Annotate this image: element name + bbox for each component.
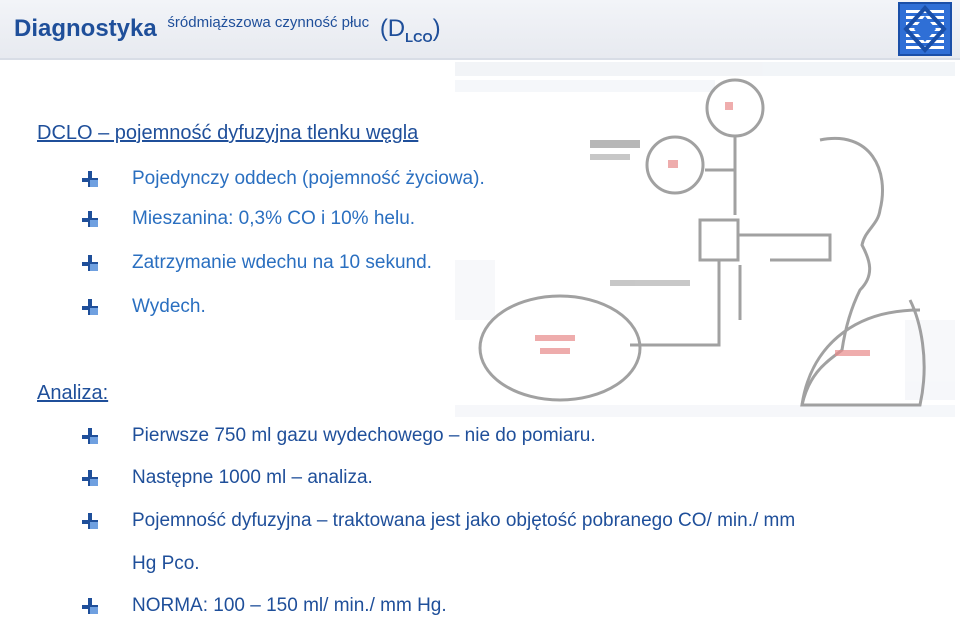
bullet-text: Pierwsze 750 ml gazu wydechowego – nie do pomiaru. [132, 425, 596, 446]
bullet-icon [82, 513, 98, 529]
bullet-text: Następne 1000 ml – analiza. [132, 467, 373, 488]
title-main: Diagnostyka [14, 15, 157, 42]
bullet-icon [82, 299, 98, 315]
slide-title [14, 14, 441, 45]
bullet-icon [82, 211, 98, 227]
title-paren-close: ) [432, 15, 441, 42]
bullet-text: Pojemność dyfuzyjna – traktowana jest jako objętość pobranego CO/ min./ mm [132, 510, 796, 531]
bullet-text: NORMA: 100 – 150 ml/ min./ mm Hg. [132, 595, 447, 616]
bullet-icon [82, 428, 98, 444]
bullet-text: Mieszanina: 0,3% CO i 10% helu. [132, 208, 416, 229]
bullet-continuation-text: Hg Pco. [132, 553, 200, 574]
bullet-icon [82, 255, 98, 271]
bullet-text: Wydech. [132, 296, 206, 317]
section-heading-analiza: Analiza: [37, 382, 109, 404]
institution-logo [898, 2, 952, 56]
logo-icon [900, 4, 950, 54]
bullet-icon [82, 470, 98, 486]
title-subscript: LCO [405, 29, 433, 45]
dlco-apparatus-diagram [450, 60, 960, 420]
bullet-text: Zatrzymanie wdechu na 10 sekund. [132, 252, 432, 273]
slide-header [0, 0, 960, 60]
bullet-icon [82, 598, 98, 614]
title-subtitle: śródmiąższowa czynność płuc [167, 14, 370, 31]
bullet-text: Pojedynczy oddech (pojemność życiowa). [132, 168, 485, 189]
title-paren-open: (D [379, 15, 406, 42]
section-heading-dclo: DCLO – pojemność dyfuzyjna tlenku węgla [37, 122, 419, 144]
bullet-icon [82, 171, 98, 187]
